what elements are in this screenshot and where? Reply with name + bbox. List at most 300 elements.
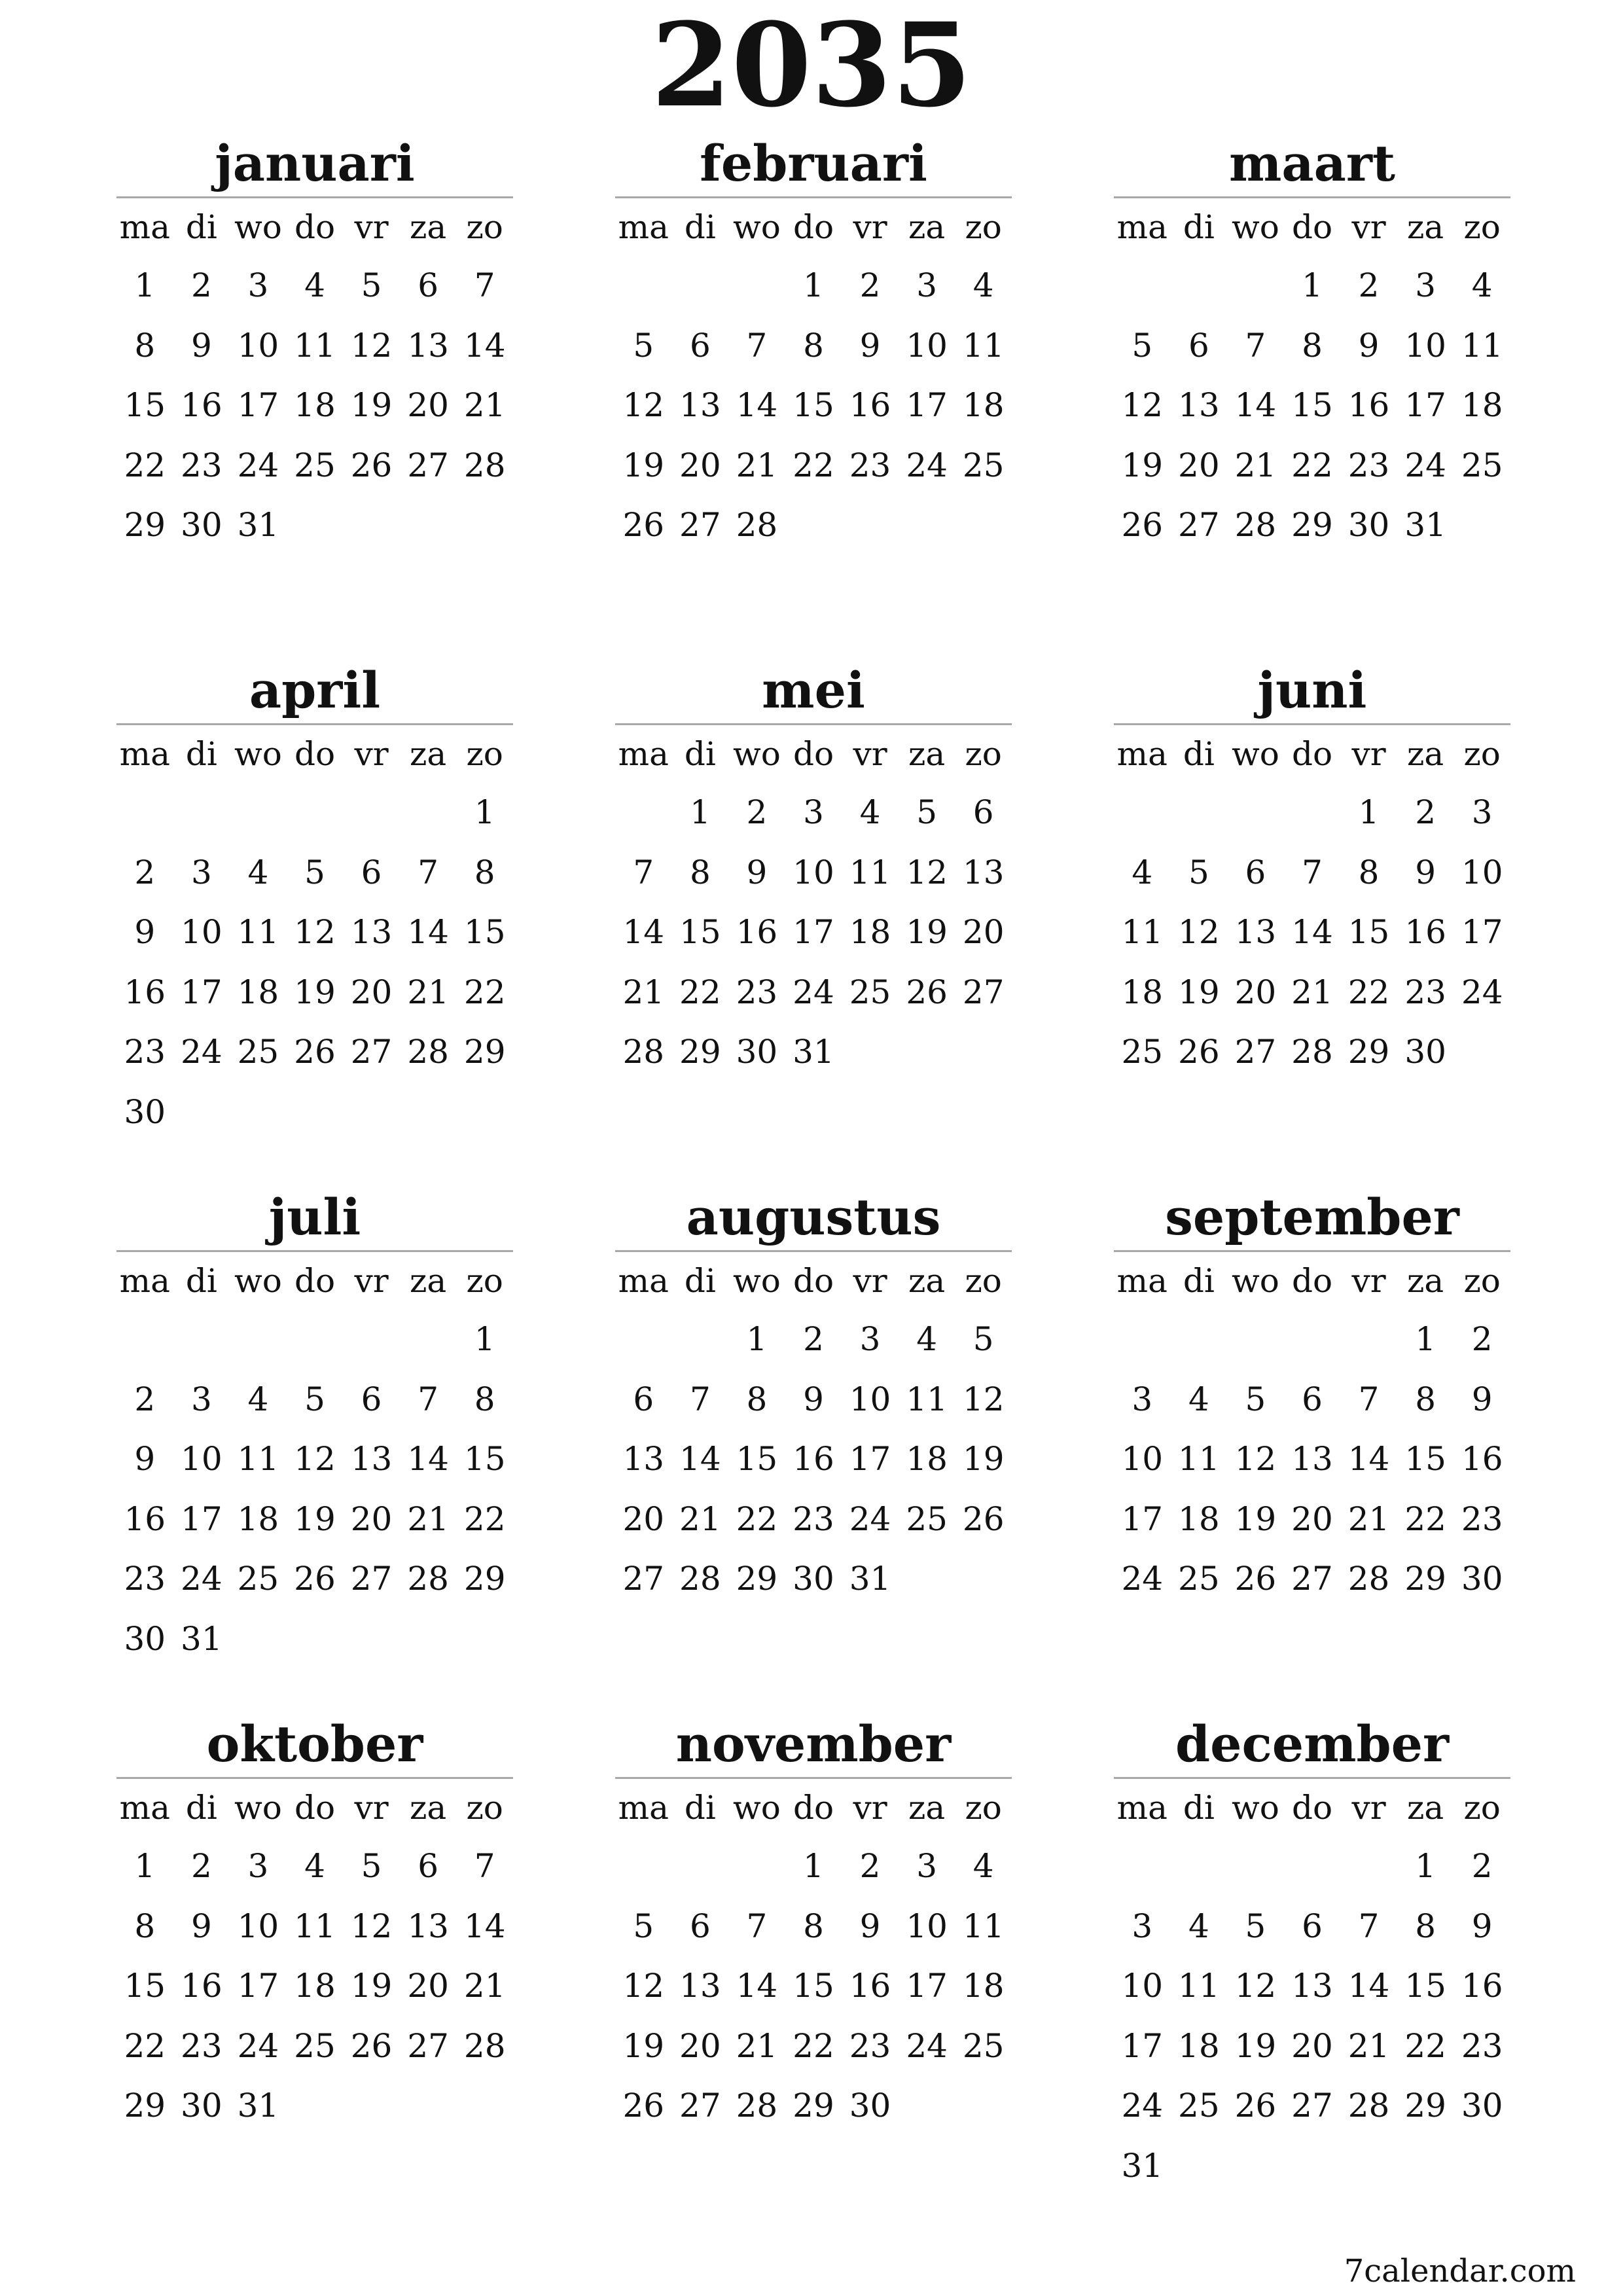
day-cell: 17 [1121, 2026, 1164, 2065]
day-cell: 24 [1121, 1560, 1164, 1598]
weekday-label: zo [1463, 1262, 1501, 1300]
weekday-label: wo [234, 208, 282, 246]
month-april [116, 658, 513, 1142]
weekday-label: do [1291, 1262, 1333, 1300]
week-row [615, 783, 1012, 843]
weekday-label: wo [234, 1262, 282, 1300]
empty-cell [287, 1083, 344, 1143]
day-cell: 21 [407, 1499, 449, 1538]
weekday-label: ma [618, 735, 669, 773]
day-cell: 19 [350, 386, 393, 424]
day-cell: 29 [124, 506, 166, 544]
day-cell: 18 [906, 1440, 948, 1478]
day-cell: 26 [350, 2026, 393, 2065]
weekday-label: wo [1231, 1789, 1279, 1827]
empty-cell [230, 1083, 287, 1143]
weekday-label: do [793, 735, 834, 773]
day-cell: 4 [972, 266, 994, 304]
day-cell: 15 [793, 1967, 834, 2005]
day-cell: 18 [1178, 1499, 1220, 1538]
day-cell: 24 [237, 2026, 279, 2065]
empty-cell [955, 495, 1012, 556]
day-cell: 6 [361, 1380, 382, 1418]
day-cell: 12 [350, 1907, 393, 1945]
day-cell: 26 [622, 2087, 665, 2125]
day-cell: 7 [746, 326, 768, 365]
day-cell: 9 [1471, 1907, 1493, 1945]
empty-cell [1171, 1310, 1228, 1370]
week-row [1114, 1022, 1510, 1083]
day-cell: 18 [849, 913, 891, 951]
empty-cell [842, 1022, 899, 1083]
day-cell: 26 [962, 1499, 1005, 1538]
month-name: april [116, 658, 513, 725]
day-cell: 19 [350, 1967, 393, 2005]
day-cell: 23 [1461, 2026, 1503, 2065]
weekday-header [116, 1779, 513, 1837]
day-cell: 17 [181, 1499, 223, 1538]
empty-cell [1171, 1837, 1228, 1897]
weekday-label: do [1291, 735, 1333, 773]
day-cell: 11 [962, 1907, 1005, 1945]
footer-credit: 7calendar.com [1344, 2253, 1576, 2289]
day-cell: 30 [124, 1092, 166, 1131]
weekday-label: zo [1463, 735, 1501, 773]
day-cell: 18 [962, 1967, 1005, 2005]
weekday-label: vr [853, 1262, 887, 1300]
day-cell: 10 [237, 1907, 279, 1945]
day-cell: 18 [1178, 2026, 1220, 2065]
day-cell: 18 [294, 1967, 336, 2005]
day-cell: 14 [736, 386, 778, 424]
day-cell: 30 [1404, 1033, 1446, 1071]
week-row [116, 1609, 513, 1670]
day-cell: 21 [679, 1499, 721, 1538]
day-cell: 7 [1302, 853, 1323, 891]
day-cell: 19 [1178, 973, 1220, 1011]
empty-cell [1340, 2136, 1397, 2197]
day-cell: 3 [859, 1320, 881, 1358]
day-cell: 1 [1415, 1847, 1436, 1885]
day-cell: 13 [350, 913, 393, 951]
weekday-label: ma [1116, 208, 1168, 246]
empty-cell [400, 1083, 457, 1143]
day-cell: 14 [622, 913, 665, 951]
weekday-label: vr [1351, 1262, 1386, 1300]
day-cell: 1 [1358, 793, 1380, 831]
empty-cell [230, 783, 287, 843]
day-cell: 31 [1121, 2146, 1164, 2185]
weekday-header [1114, 725, 1510, 783]
day-cell: 15 [124, 1967, 166, 2005]
day-cell: 17 [849, 1440, 891, 1478]
day-cell: 6 [1188, 326, 1209, 365]
day-cell: 10 [1121, 1967, 1164, 2005]
empty-cell [173, 1310, 230, 1370]
empty-cell [955, 1022, 1012, 1083]
day-cell: 29 [1347, 1033, 1390, 1071]
weekday-label: di [684, 208, 716, 246]
week-row [615, 2017, 1012, 2077]
day-cell: 25 [962, 2026, 1005, 2065]
day-cell: 16 [124, 973, 166, 1011]
weekday-label: wo [1231, 1262, 1279, 1300]
day-cell: 9 [190, 1907, 212, 1945]
week-row [615, 963, 1012, 1023]
weekday-label: wo [234, 1789, 282, 1827]
day-cell: 23 [849, 2026, 891, 2065]
week-row [116, 1897, 513, 1957]
day-cell: 10 [181, 913, 223, 951]
empty-cell [1227, 783, 1284, 843]
day-cell: 1 [474, 1320, 495, 1358]
day-cell: 9 [746, 853, 768, 891]
empty-cell [842, 495, 899, 556]
week-row [116, 1490, 513, 1550]
day-cell: 19 [1234, 2026, 1277, 2065]
weekday-label: za [908, 1262, 946, 1300]
week-row [116, 436, 513, 496]
week-row [615, 2076, 1012, 2136]
empty-cell [287, 783, 344, 843]
weekday-label: ma [119, 1789, 170, 1827]
weekday-label: ma [119, 735, 170, 773]
day-cell: 11 [294, 1907, 336, 1945]
day-cell: 15 [463, 1440, 506, 1478]
day-cell: 4 [1471, 266, 1493, 304]
empty-cell [343, 495, 400, 556]
week-row [116, 316, 513, 376]
empty-cell [672, 1310, 729, 1370]
day-cell: 8 [803, 1907, 824, 1945]
month-december [1114, 1712, 1510, 2196]
day-cell: 21 [407, 973, 449, 1011]
day-cell: 20 [679, 2026, 721, 2065]
day-cell: 25 [962, 446, 1005, 484]
day-cell: 27 [350, 1033, 393, 1071]
day-cell: 5 [1132, 326, 1153, 365]
weekday-label: di [684, 735, 716, 773]
day-cell: 30 [849, 2087, 891, 2125]
day-cell: 25 [1178, 1560, 1220, 1598]
day-cell: 6 [633, 1380, 654, 1418]
day-cell: 5 [633, 326, 654, 365]
day-cell: 2 [746, 793, 768, 831]
month-maart [1114, 131, 1510, 556]
empty-cell [899, 1022, 955, 1083]
day-cell: 26 [906, 973, 948, 1011]
weekday-label: di [185, 735, 217, 773]
weekday-label: zo [965, 735, 1002, 773]
day-cell: 3 [247, 266, 269, 304]
day-cell: 18 [1121, 973, 1164, 1011]
day-cell: 26 [1234, 1560, 1277, 1598]
empty-cell [116, 783, 173, 843]
weekday-label: wo [1231, 735, 1279, 773]
day-cell: 30 [124, 1619, 166, 1658]
day-cell: 24 [1461, 973, 1503, 1011]
weekday-label: di [1183, 1262, 1215, 1300]
empty-cell [615, 1310, 672, 1370]
empty-cell [456, 2076, 513, 2136]
weekday-label: vr [853, 1789, 887, 1827]
week-row [615, 1837, 1012, 1897]
week-row [615, 903, 1012, 963]
empty-cell [785, 495, 842, 556]
week-row [116, 256, 513, 316]
day-cell: 17 [1121, 1499, 1164, 1538]
day-cell: 21 [1234, 446, 1277, 484]
day-cell: 3 [916, 266, 938, 304]
weekday-label: vr [1351, 1789, 1386, 1827]
day-cell: 6 [1302, 1907, 1323, 1945]
day-cell: 23 [181, 446, 223, 484]
empty-cell [899, 2076, 955, 2136]
empty-cell [343, 1083, 400, 1143]
day-cell: 15 [679, 913, 721, 951]
day-cell: 11 [906, 1380, 948, 1418]
day-cell: 11 [1178, 1440, 1220, 1478]
day-cell: 20 [679, 446, 721, 484]
day-cell: 25 [849, 973, 891, 1011]
empty-cell [1114, 256, 1171, 316]
weekday-label: vr [853, 735, 887, 773]
day-cell: 11 [237, 913, 279, 951]
day-cell: 23 [124, 1033, 166, 1071]
empty-cell [400, 783, 457, 843]
day-cell: 25 [1121, 1033, 1164, 1071]
day-cell: 31 [237, 506, 279, 544]
weekday-header [116, 725, 513, 783]
weekday-header [1114, 1252, 1510, 1310]
day-cell: 23 [1404, 973, 1446, 1011]
day-cell: 7 [474, 266, 495, 304]
day-cell: 28 [463, 446, 506, 484]
weekday-label: do [793, 208, 834, 246]
day-cell: 22 [1347, 973, 1390, 1011]
day-cell: 4 [1188, 1907, 1209, 1945]
day-cell: 4 [1132, 853, 1153, 891]
day-cell: 4 [304, 1847, 325, 1885]
empty-cell [615, 1837, 672, 1897]
empty-cell [1284, 1310, 1341, 1370]
day-cell: 4 [304, 266, 325, 304]
day-cell: 21 [622, 973, 665, 1011]
day-cell: 12 [906, 853, 948, 891]
day-cell: 31 [849, 1560, 891, 1598]
week-row [1114, 1549, 1510, 1609]
empty-cell [1284, 2136, 1341, 2197]
empty-cell [1284, 1837, 1341, 1897]
weekday-label: vr [1351, 735, 1386, 773]
day-cell: 5 [1188, 853, 1209, 891]
empty-cell [456, 495, 513, 556]
day-cell: 6 [1245, 853, 1266, 891]
day-cell: 13 [962, 853, 1005, 891]
day-cell: 27 [1178, 506, 1220, 544]
day-cell: 7 [474, 1847, 495, 1885]
weekday-label: do [1291, 208, 1333, 246]
day-cell: 15 [124, 386, 166, 424]
day-cell: 18 [1461, 386, 1503, 424]
week-row [615, 1956, 1012, 2017]
day-cell: 25 [237, 1033, 279, 1071]
day-cell: 19 [1234, 1499, 1277, 1538]
weekday-label: wo [732, 735, 781, 773]
weekday-header [615, 725, 1012, 783]
week-row [615, 1429, 1012, 1490]
week-row [1114, 963, 1510, 1023]
weekday-label: di [684, 1262, 716, 1300]
week-row [1114, 2017, 1510, 2077]
day-cell: 16 [849, 1967, 891, 2005]
day-cell: 17 [1461, 913, 1503, 951]
month-name: september [1114, 1185, 1510, 1252]
day-cell: 11 [1178, 1967, 1220, 2005]
empty-cell [400, 2076, 457, 2136]
empty-cell [1340, 1837, 1397, 1897]
weekday-label: di [684, 1789, 716, 1827]
day-cell: 28 [1234, 506, 1277, 544]
empty-cell [1454, 1022, 1510, 1083]
day-cell: 15 [1291, 386, 1333, 424]
weekday-label: di [185, 208, 217, 246]
weekday-label: zo [965, 208, 1002, 246]
week-row [1114, 1310, 1510, 1370]
year-title: 2035 [651, 0, 972, 133]
day-cell: 26 [1178, 1033, 1220, 1071]
day-cell: 14 [463, 1907, 506, 1945]
week-row [116, 2017, 513, 2077]
empty-cell [1227, 256, 1284, 316]
empty-cell [287, 1609, 344, 1670]
day-cell: 13 [1178, 386, 1220, 424]
weekday-label: di [1183, 208, 1215, 246]
day-cell: 24 [906, 2026, 948, 2065]
day-cell: 20 [350, 1499, 393, 1538]
day-cell: 9 [1415, 853, 1436, 891]
day-cell: 7 [1245, 326, 1266, 365]
day-cell: 3 [1132, 1380, 1153, 1418]
day-cell: 2 [1358, 266, 1380, 304]
day-cell: 12 [350, 326, 393, 365]
week-row [116, 903, 513, 963]
empty-cell [1171, 256, 1228, 316]
empty-cell [287, 2076, 344, 2136]
day-cell: 30 [181, 506, 223, 544]
week-row [116, 1083, 513, 1143]
empty-cell [1227, 1837, 1284, 1897]
day-cell: 25 [294, 446, 336, 484]
day-cell: 11 [962, 326, 1005, 365]
day-cell: 2 [190, 1847, 212, 1885]
week-row [1114, 376, 1510, 436]
week-row [615, 1549, 1012, 1609]
day-cell: 29 [124, 2087, 166, 2125]
weekday-label: za [1407, 1262, 1444, 1300]
day-cell: 19 [962, 1440, 1005, 1478]
weekday-header [116, 1252, 513, 1310]
day-cell: 3 [916, 1847, 938, 1885]
day-cell: 10 [1404, 326, 1446, 365]
day-cell: 1 [134, 266, 156, 304]
day-cell: 2 [190, 266, 212, 304]
empty-cell [456, 1609, 513, 1670]
day-cell: 27 [679, 506, 721, 544]
weekday-label: vr [354, 735, 389, 773]
week-row [116, 963, 513, 1023]
month-name: juli [116, 1185, 513, 1252]
day-cell: 25 [1461, 446, 1503, 484]
day-cell: 27 [962, 973, 1005, 1011]
week-row [116, 1837, 513, 1897]
week-row [1114, 1429, 1510, 1490]
day-cell: 21 [736, 446, 778, 484]
day-cell: 16 [181, 386, 223, 424]
day-cell: 2 [134, 853, 156, 891]
day-cell: 1 [746, 1320, 768, 1358]
day-cell: 21 [1347, 2026, 1390, 2065]
weekday-header [1114, 198, 1510, 256]
empty-cell [230, 1609, 287, 1670]
day-cell: 3 [1415, 266, 1436, 304]
weekday-label: wo [732, 1262, 781, 1300]
day-cell: 30 [793, 1560, 834, 1598]
day-cell: 15 [463, 913, 506, 951]
empty-cell [1454, 495, 1510, 556]
empty-cell [1397, 2136, 1454, 2197]
weekday-header [1114, 1779, 1510, 1837]
day-cell: 27 [1234, 1033, 1277, 1071]
day-cell: 22 [124, 2026, 166, 2065]
empty-cell [728, 256, 785, 316]
empty-cell [1114, 1310, 1171, 1370]
day-cell: 7 [1358, 1907, 1380, 1945]
weekday-label: za [410, 208, 447, 246]
week-row [615, 1897, 1012, 1957]
week-row [1114, 256, 1510, 316]
month-augustus [615, 1185, 1012, 1609]
weekday-label: za [1407, 208, 1444, 246]
day-cell: 18 [962, 386, 1005, 424]
day-cell: 27 [679, 2087, 721, 2125]
day-cell: 2 [134, 1380, 156, 1418]
week-row [116, 843, 513, 903]
day-cell: 16 [1404, 913, 1446, 951]
day-cell: 5 [361, 1847, 382, 1885]
month-name: augustus [615, 1185, 1012, 1252]
day-cell: 6 [418, 1847, 439, 1885]
day-cell: 12 [1234, 1440, 1277, 1478]
empty-cell [955, 1549, 1012, 1609]
weekday-label: zo [965, 1262, 1002, 1300]
day-cell: 29 [1404, 2087, 1446, 2125]
week-row [116, 2076, 513, 2136]
day-cell: 8 [803, 326, 824, 365]
day-cell: 16 [181, 1967, 223, 2005]
day-cell: 21 [463, 1967, 506, 2005]
day-cell: 6 [361, 853, 382, 891]
week-row [1114, 1837, 1510, 1897]
day-cell: 23 [849, 446, 891, 484]
month-name: oktober [116, 1712, 513, 1779]
day-cell: 17 [906, 1967, 948, 2005]
day-cell: 25 [237, 1560, 279, 1598]
week-row [1114, 1370, 1510, 1430]
empty-cell [1114, 783, 1171, 843]
week-row [615, 1370, 1012, 1430]
day-cell: 26 [1121, 506, 1164, 544]
